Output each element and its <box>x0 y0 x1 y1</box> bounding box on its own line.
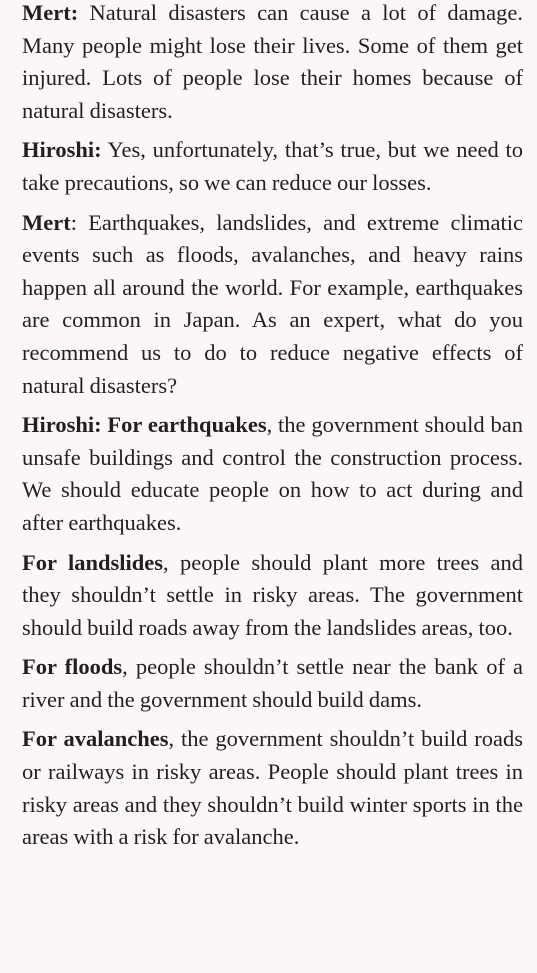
paragraph-avalanches <box>22 723 523 853</box>
speaker-label: Mert <box>22 209 71 235</box>
paragraph-text: : Earthquakes, landslides, and extreme climatic events such as floods, avalanches, and heavy rains happen all around the world. For example, earthquakes are common in Japan. As an expert, what do you recommend us to do to reduce negative effects of natural disasters? <box>22 209 523 398</box>
topic-label: Hiroshi: For earthquakes <box>22 412 267 438</box>
paragraph-text: , the government shouldn’t build roads or railways in risky areas. People should plant trees in risky areas and they shouldn’t build winter sports in the areas with a risk for avalanche. <box>22 726 523 850</box>
paragraph-hiroshi-1 <box>22 134 523 199</box>
paragraph-mert-1 <box>22 0 523 127</box>
topic-label: For avalanches <box>22 726 169 752</box>
topic-label: For floods <box>22 654 123 680</box>
paragraph-earthquakes <box>22 409 523 539</box>
paragraph-text: , people shouldn’t settle near the bank of a river and the government should build dams. <box>22 654 523 712</box>
paragraph-mert-2 <box>22 207 523 403</box>
paragraph-text: Natural disasters can cause a lot of damage. Many people might lose their lives. Some of them get injured. Lots of people lose their homes because of natural disasters. <box>22 0 523 123</box>
paragraph-floods <box>22 651 523 716</box>
paragraph-text: , people should plant more trees and they shouldn’t settle in risky areas. The government should build roads away from the landslides areas, too. <box>22 549 523 640</box>
speaker-label: Mert: <box>22 0 79 25</box>
paragraph-landslides <box>22 547 523 645</box>
speaker-label: Hiroshi: <box>22 137 102 163</box>
paragraph-text: , the government should ban unsafe buildings and control the construction process. We should educate people on how to act during and after earthquakes. <box>22 412 523 535</box>
topic-label: For landslides <box>22 549 163 575</box>
paragraph-text: Yes, unfortunately, that’s true, but we need to take precautions, so we can reduce our losses. <box>22 137 523 195</box>
